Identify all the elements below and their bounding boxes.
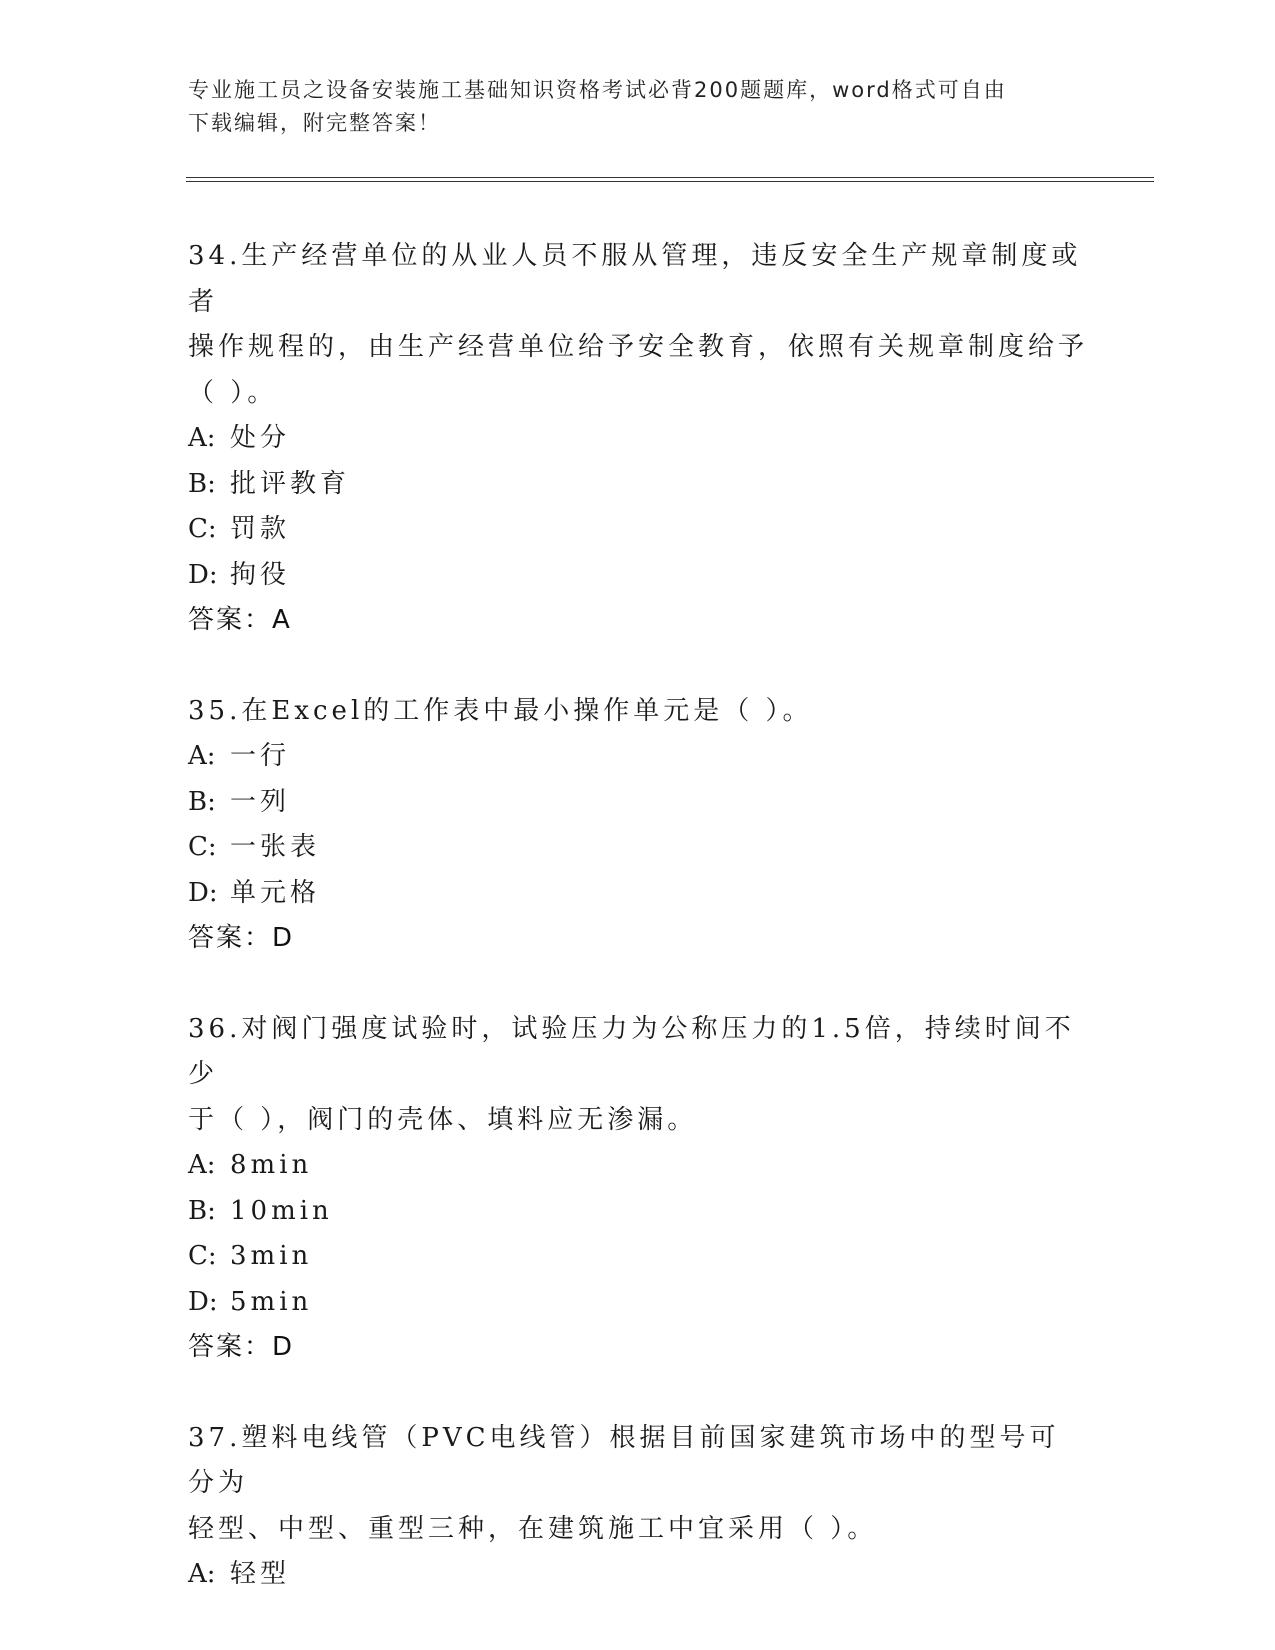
option-letter: D:: [188, 559, 218, 590]
option-text: 8min: [230, 1150, 313, 1180]
option-letter: A:: [188, 1559, 216, 1589]
option-letter: A:: [188, 423, 216, 453]
header-title-line1: 专业施工员之设备安装施工基础知识资格考试必背200题题库，word格式可自由: [188, 78, 1007, 102]
option-text: 5min: [230, 1286, 313, 1317]
question-stem-line: 轻型、中型、重型三种，在建筑施工中宜采用（ ）。: [188, 1513, 878, 1544]
option-a: [188, 1552, 1088, 1598]
option-letter: A:: [188, 741, 216, 771]
option-text: 单元格: [230, 877, 321, 908]
option-text: 一张表: [230, 832, 321, 862]
option-a: [188, 734, 1088, 780]
option-text: 一行: [230, 741, 291, 771]
option-d: [188, 871, 1088, 917]
answer-line: 答案：D: [188, 1332, 295, 1362]
option-letter: B:: [188, 468, 216, 499]
option-text: 拘役: [230, 559, 291, 590]
option-letter: C:: [188, 832, 217, 862]
option-letter: B:: [188, 786, 216, 817]
header-divider: [186, 177, 1154, 182]
answer-line: 答案：A: [188, 605, 292, 635]
option-text: 一列: [230, 786, 291, 817]
answer-line: 答案：D: [188, 923, 295, 953]
question-list: [188, 234, 1088, 1598]
option-b: [188, 462, 1088, 508]
option-letter: C:: [188, 1241, 217, 1271]
option-c: [188, 1234, 1088, 1280]
option-d: [188, 553, 1088, 599]
question-stem-line: 于（ ），阀门的壳体、填料应无渗漏。: [188, 1104, 698, 1135]
option-letter: C:: [188, 514, 217, 544]
header-title-line2: 下载编辑，附完整答案！: [188, 111, 441, 135]
option-text: 10min: [230, 1195, 333, 1226]
option-text: 3min: [230, 1241, 313, 1271]
option-c: [188, 825, 1088, 871]
question-37: [188, 1416, 1088, 1598]
option-text: 罚款: [230, 514, 291, 544]
option-text: 批评教育: [230, 468, 351, 499]
option-b: [188, 1189, 1088, 1235]
question-34: [188, 234, 1088, 644]
option-text: 轻型: [230, 1559, 291, 1589]
question-stem-line: （ ）。: [188, 377, 278, 408]
question-stem-line: 36.对阀门强度试验时，试验压力为公称压力的1.5倍，持续时间不少: [188, 1013, 1075, 1089]
option-letter: D:: [188, 1286, 218, 1317]
option-a: [188, 1143, 1088, 1189]
option-d: [188, 1280, 1088, 1326]
option-b: [188, 780, 1088, 826]
option-a: [188, 416, 1088, 462]
question-stem-line: 35.在Excel的工作表中最小操作单元是（ ）。: [188, 695, 813, 726]
option-text: 处分: [230, 423, 291, 453]
question-stem-line: 37.塑料电线管（PVC电线管）根据目前国家建筑市场中的型号可分为: [188, 1422, 1060, 1498]
question-stem-line: 操作规程的，由生产经营单位给予安全教育，依照有关规章制度给予: [188, 332, 1089, 362]
document-header: [188, 74, 1088, 140]
question-36: [188, 1007, 1088, 1371]
option-c: [188, 507, 1088, 553]
question-stem-line: 34.生产经营单位的从业人员不服从管理，违反安全生产规章制度或者: [188, 241, 1082, 317]
option-letter: B:: [188, 1195, 216, 1226]
question-35: [188, 689, 1088, 962]
option-letter: A:: [188, 1150, 216, 1180]
option-letter: D:: [188, 877, 218, 908]
